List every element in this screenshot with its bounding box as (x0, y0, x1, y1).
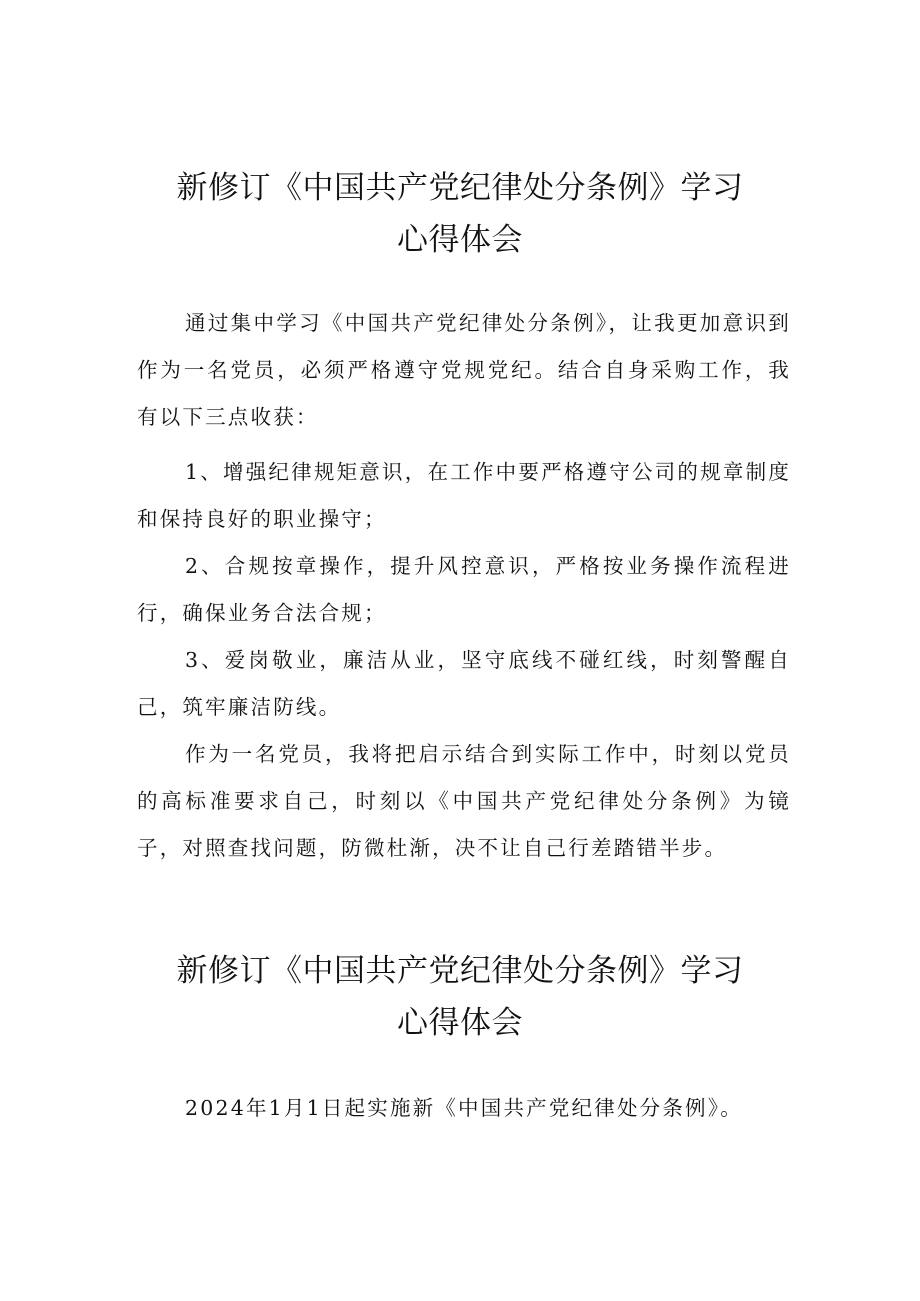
section-1-paragraph-point-2: 2、合规按章操作，提升风控意识，严格按业务操作流程进行，确保业务合法合规； (137, 554, 791, 625)
section-2-title-line-2: 心得体会 (397, 1005, 523, 1041)
section-1-paragraph-point-1: 1、增强纪律规矩意识，在工作中要严格遵守公司的规章制度和保持良好的职业操守； (137, 460, 791, 531)
section-1-title-line-2: 心得体会 (397, 222, 523, 258)
section-1-title (0, 162, 920, 266)
section-1-paragraph-intro: 通过集中学习《中国共产党纪律处分条例》，让我更加意识到作为一名党员，必须严格遵守党规党纪。结合自身采购工作，我有以下三点收获： (137, 311, 791, 429)
section-1-paragraph-point-3: 3、爱岗敬业，廉洁从业，坚守底线不碰红线，时刻警醒自己，筑牢廉洁防线。 (137, 648, 791, 719)
section-2-title (0, 945, 920, 1049)
section-1-paragraph-conclusion: 作为一名党员，我将把启示结合到实际工作中，时刻以党员的高标准要求自己，时刻以《中国共产党纪律处分条例》为镜子，对照查找问题，防微杜渐，决不让自己行差踏错半步。 (137, 742, 791, 860)
section-1-title-line-1: 新修订《中国共产党纪律处分条例》学习 (176, 170, 744, 206)
section-2-paragraph-intro: 2024年1月1日起实施新《中国共产党纪律处分条例》。 (185, 1096, 743, 1120)
section-2-title-line-1: 新修订《中国共产党纪律处分条例》学习 (176, 953, 744, 989)
